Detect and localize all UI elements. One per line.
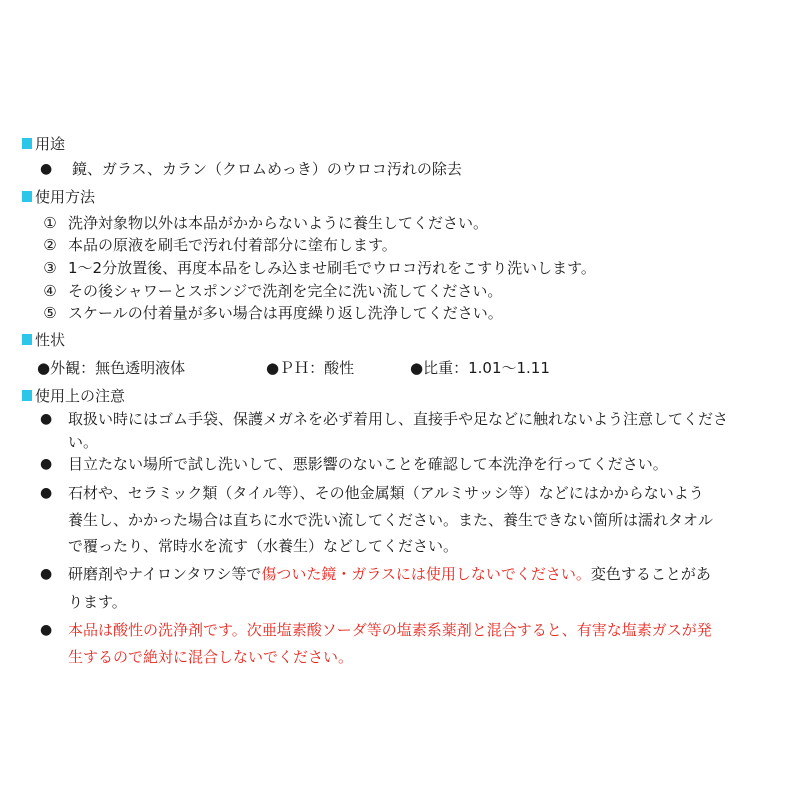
bullet: ● xyxy=(40,566,53,582)
usage-heading-text: 用途 xyxy=(35,134,66,153)
section-marker xyxy=(22,138,32,149)
caution-warning-text: 生するので絶対に混合しないでください。 xyxy=(68,648,354,666)
caution-text: 目立たない場所で試し洗いして、悪影響のないことを確認して本洗浄を行ってください。 xyxy=(68,455,668,473)
caution-text: ります。 xyxy=(68,593,127,611)
properties-heading-text: 性状 xyxy=(35,330,66,349)
caution-warning-text: 傷ついた鏡・ガラスには使用しないでください。 xyxy=(261,565,591,583)
caution-text: 養生し、かかった場合は直ちに水で洗い流してください。また、養生できない箇所は濡れタオル xyxy=(68,511,714,529)
caution-warning-text: 本品は酸性の洗浄剤です。次亜塩素酸ソーダ等の塩素系薬剤と混合すると、有害な塩素ガスが発 xyxy=(68,621,712,639)
step-number: ④ xyxy=(43,282,57,300)
caution-text: 取扱い時にはゴム手袋、保護メガネを必ず着用し、直接手や足などに触れないよう注意してくださ xyxy=(68,410,729,428)
step-text: 1～2分放置後、再度本品をしみ込ませ刷毛でウロコ汚れをこすり洗いします。 xyxy=(68,259,596,277)
method-heading-text: 使用方法 xyxy=(35,187,96,206)
bullet: ● xyxy=(40,622,53,638)
cautions-heading xyxy=(22,385,125,405)
step-number: ③ xyxy=(43,259,57,277)
specific-gravity-property: ●比重：1.01～1.11 xyxy=(410,359,550,377)
section-marker xyxy=(22,191,32,202)
properties-heading xyxy=(22,329,65,349)
caution-text: 変色することがあ xyxy=(590,565,711,583)
usage-heading xyxy=(22,133,65,153)
step-number: ① xyxy=(43,214,57,232)
caution-line xyxy=(68,563,711,585)
step-text: 本品の原液を刷毛で汚れ付着部分に塗布します。 xyxy=(68,236,397,254)
cautions-heading-text: 使用上の注意 xyxy=(35,386,126,405)
appearance-property: ●外観：無色透明液体 xyxy=(37,359,186,377)
section-marker xyxy=(22,390,32,401)
usage-text: 鏡、ガラス、カラン（クロムめっき）のウロコ汚れの除去 xyxy=(72,160,462,178)
step-text: スケールの付着量が多い場合は再度繰り返し洗浄してください。 xyxy=(68,304,503,322)
bullet: ● xyxy=(40,485,53,501)
ph-property: ●ＰＨ：酸性 xyxy=(266,359,355,377)
caution-text: 石材や、セラミック類（タイル等）、その他金属類（アルミサッシ等）などにはかからないよう xyxy=(68,484,704,502)
method-heading xyxy=(22,186,95,206)
step-text: その後シャワーとスポンジで洗剤を完全に洗い流してください。 xyxy=(68,282,503,300)
bullet: ● xyxy=(40,161,53,177)
section-marker xyxy=(22,334,32,345)
bullet: ● xyxy=(40,411,53,427)
caution-text: 研磨剤やナイロンタワシ等で xyxy=(68,565,262,583)
bullet: ● xyxy=(40,456,53,472)
step-number: ⑤ xyxy=(43,304,57,322)
step-number: ② xyxy=(43,236,57,254)
caution-text: で覆ったり、常時水を流す（水養生）などしてください。 xyxy=(68,537,459,555)
caution-text: い。 xyxy=(68,433,99,451)
step-text: 洗浄対象物以外は本品がかからないように養生してください。 xyxy=(68,214,489,232)
